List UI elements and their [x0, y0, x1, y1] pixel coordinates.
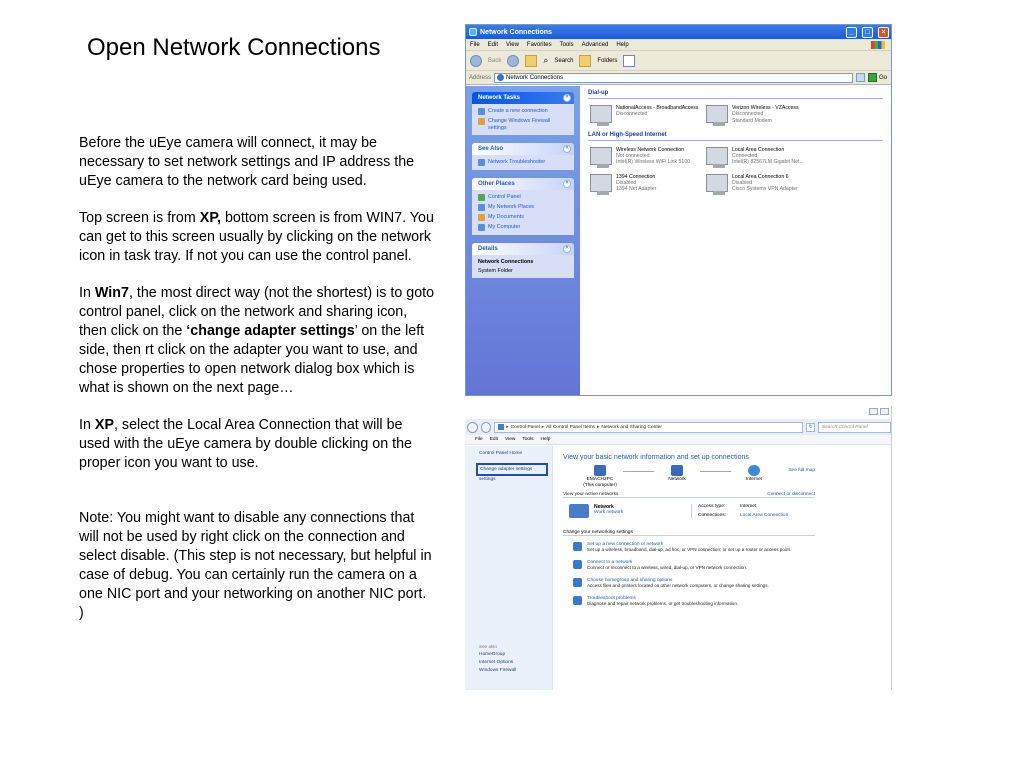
task-label: Create a new connection	[488, 108, 548, 114]
refresh-icon[interactable]: ↻	[806, 423, 815, 432]
xp-toolbar	[466, 51, 891, 71]
connection-item[interactable]	[706, 147, 822, 166]
maximize-button[interactable]	[880, 408, 889, 415]
connect-network-icon	[573, 560, 582, 569]
menu-edit[interactable]: Edit	[489, 437, 499, 442]
homegroup-icon	[573, 578, 582, 587]
chevron-right-icon: ▸	[541, 424, 545, 430]
lan-connections	[588, 141, 883, 199]
dialup-connection-icon	[706, 105, 728, 123]
network-icon	[671, 465, 683, 476]
minimize-button[interactable]	[869, 408, 878, 415]
w7-body	[465, 446, 891, 690]
emphasis: ‘change adapter settings	[186, 323, 355, 339]
breadcrumb-all-items[interactable]: All Control Panel Items	[546, 424, 595, 430]
control-panel-icon	[478, 194, 485, 201]
text: Top screen is from	[79, 210, 200, 226]
menu-tools[interactable]: Tools	[522, 437, 534, 442]
task-title-link[interactable]: Set up a new connection or network	[587, 542, 664, 547]
map-link-line	[623, 471, 654, 472]
task-label: My Computer	[488, 224, 521, 230]
search-input[interactable]: Search Control Panel	[818, 422, 891, 433]
connect-disconnect-link[interactable]: Connect or disconnect	[767, 492, 815, 497]
new-connection-icon	[573, 542, 582, 551]
text: In	[79, 417, 95, 433]
dialup-connection-icon	[590, 105, 612, 123]
address-dropdown-button[interactable]	[856, 73, 865, 82]
troubleshoot-icon	[573, 596, 582, 605]
menu-advanced[interactable]: Advanced	[581, 41, 609, 48]
w7-sidebar	[465, 446, 553, 690]
place-my-network-places[interactable]	[478, 204, 568, 211]
panel-title: Other Places	[478, 181, 515, 187]
help-icon	[478, 159, 485, 166]
w7-menubar	[465, 435, 891, 445]
paragraph-win7	[79, 284, 435, 398]
change-settings-header: Change your networking settings	[563, 530, 815, 536]
network-name: Network	[594, 504, 614, 510]
text: , the most direct way (not the shortest) is to goto control panel, click on the network and sharing icon, then click on the	[79, 285, 435, 339]
map-node-internet	[731, 465, 777, 482]
xp-titlebar	[466, 25, 891, 39]
active-network	[563, 504, 815, 518]
network-tasks-header[interactable]	[472, 92, 574, 104]
page-heading: View your basic network information and set up connections	[563, 454, 749, 461]
task-label: Network Troubleshooter	[488, 159, 546, 165]
connection-name: Wireless Network Connection	[616, 146, 685, 153]
change-adapter-settings-highlight	[476, 463, 548, 476]
task-description: Access files and printers located on other network computers, or change sharing settings.	[587, 583, 769, 588]
place-control-panel[interactable]	[478, 194, 568, 201]
task-description: Connect or reconnect to a wireless, wired, dial-up, or VPN network connection.	[587, 565, 748, 570]
active-network-info	[563, 504, 691, 518]
section-title: View your active networks	[563, 492, 619, 497]
search-button[interactable]: Search	[554, 57, 574, 64]
connection-device: Intel(R) 82567LM Gigabit Net...	[732, 159, 804, 166]
homegroup-link[interactable]: HomeGroup	[479, 652, 506, 657]
connection-device: Intel(R) Wireless WiFi Link 5100	[616, 159, 691, 166]
see-also-panel	[472, 143, 574, 170]
win7-network-sharing-center-window	[465, 406, 892, 690]
text: In	[79, 285, 95, 301]
map-node-computer	[577, 465, 623, 488]
back-label[interactable]: Back	[488, 57, 502, 64]
change-adapter-settings-link[interactable]: Change adapter settings	[480, 467, 533, 472]
see-full-map-link[interactable]: See full map	[788, 468, 815, 473]
network-tasks-panel	[472, 92, 574, 135]
group-header-dialup: Dial-up	[588, 90, 883, 99]
task-label: Change Windows Firewall settings	[488, 118, 551, 131]
xp-menubar	[466, 39, 891, 51]
task-network-troubleshooter[interactable]	[478, 159, 568, 166]
computer-icon	[478, 224, 485, 231]
lan-connection-icon	[590, 174, 612, 192]
list-item[interactable]	[573, 596, 881, 606]
connection-item[interactable]	[590, 147, 706, 166]
connection-name: 1394 Connection	[616, 173, 656, 180]
connection-name: NationalAccess - BroadbandAccess	[616, 105, 699, 111]
connection-status: Not connected	[616, 153, 650, 160]
emphasis: XP,	[199, 210, 221, 226]
map-link-line	[700, 471, 731, 472]
text: bottom screen is from WIN7. You can get to this screen usually by clicking on the network icon in task tray. If not you can use the control panel.	[79, 210, 434, 264]
menu-view[interactable]: View	[506, 41, 519, 48]
w7-main-content	[553, 446, 891, 690]
go-label: Go	[878, 74, 887, 81]
local-area-connection-link[interactable]: Local Area Connection	[740, 512, 789, 518]
go-arrow-icon	[868, 73, 877, 82]
xp-address-bar	[466, 71, 891, 85]
task-label: My Network Places	[488, 204, 535, 210]
paragraph-note: Note: You might want to disable any connections that will not be used by right click on the connection and select disable. (This step is not necessary, but helpful in case of debug. You can certainly run the camera on a one NIC port and your networking on another NIC port. )	[79, 510, 432, 621]
folders-icon[interactable]	[579, 55, 591, 67]
breadcrumb-control-panel[interactable]: Control Panel	[510, 424, 540, 430]
task-title-link[interactable]: Troubleshoot problems	[587, 596, 636, 601]
forward-icon[interactable]	[507, 55, 519, 67]
panel-title: Network Tasks	[478, 95, 520, 101]
address-label: Address	[469, 74, 492, 81]
connection-item[interactable]	[706, 105, 822, 124]
access-type-label: Access type:	[698, 504, 726, 509]
back-icon[interactable]	[467, 422, 478, 433]
network-places-icon	[478, 204, 485, 211]
menu-file[interactable]: File	[475, 437, 483, 442]
slide-title: Open Network Connections	[87, 34, 381, 61]
place-my-computer[interactable]	[478, 224, 568, 231]
connection-status: Connected	[732, 153, 758, 160]
list-item[interactable]	[573, 578, 881, 588]
maximize-button[interactable]: □	[862, 27, 873, 38]
connection-item[interactable]	[590, 174, 706, 193]
menu-edit[interactable]: Edit	[487, 41, 499, 48]
collapse-chevron-icon[interactable]: ^	[563, 145, 571, 153]
task-label: Control Panel	[488, 194, 521, 200]
windows-firewall-link[interactable]: Windows Firewall	[479, 668, 517, 673]
body-text	[79, 134, 435, 641]
paragraph-intro: Before the uEye camera will connect, it may be necessary to set network settings and IP address the uEye camera to the network card being used.	[79, 135, 415, 189]
network-map	[577, 465, 777, 488]
task-description: Diagnose and repair network problems, or get troubleshooting information.	[587, 601, 739, 606]
w7-navigation-bar	[465, 419, 891, 435]
firewall-icon	[478, 118, 485, 125]
connection-name: Local Area Connection	[732, 146, 785, 153]
work-network-icon	[569, 504, 589, 518]
task-title-link[interactable]: Choose homegroup and sharing options	[587, 578, 673, 583]
connection-item[interactable]	[590, 105, 706, 124]
w7-window-controls	[465, 406, 891, 419]
w7-see-also	[479, 644, 516, 673]
breadcrumb[interactable]	[494, 422, 803, 433]
new-connection-icon	[478, 108, 485, 115]
search-icon[interactable]: ⌕	[543, 55, 549, 65]
connection-device: 1394 Net Adapter	[616, 186, 657, 193]
connections-label: Connections:	[698, 512, 726, 518]
connection-item[interactable]	[706, 174, 822, 193]
see-also-heading: See also	[479, 644, 497, 649]
breadcrumb-network-sharing-center[interactable]: Network and Sharing Center	[601, 424, 662, 430]
list-item[interactable]	[573, 560, 881, 570]
documents-folder-icon	[478, 214, 485, 221]
menu-file[interactable]: File	[470, 41, 480, 48]
network-icon	[469, 28, 477, 36]
xp-connections-list	[580, 86, 891, 395]
panel-title: Details	[478, 246, 498, 252]
menu-help[interactable]: Help	[540, 437, 551, 442]
connection-name: Local Area Connection 6	[732, 173, 789, 180]
list-item[interactable]	[573, 542, 881, 552]
network-type-link[interactable]: Work network	[594, 510, 624, 515]
details-panel	[472, 243, 574, 278]
panel-title: See Also	[478, 146, 504, 152]
chevron-right-icon: ▸	[506, 424, 509, 430]
wireless-connection-icon	[590, 147, 612, 165]
connection-status: Disconnected	[732, 111, 764, 118]
internet-options-link[interactable]: Internet Options	[479, 660, 514, 665]
details-name: Network Connections	[478, 259, 534, 265]
chevron-right-icon: ▸	[596, 424, 600, 430]
active-network-details	[691, 504, 815, 518]
xp-body	[466, 86, 891, 395]
node-label: Network	[668, 477, 686, 482]
node-sublabel: (This computer)	[583, 483, 617, 488]
xp-window-title: Network Connections	[480, 28, 552, 36]
close-button[interactable]: ×	[878, 27, 889, 38]
forward-icon[interactable]	[481, 422, 492, 433]
dialup-connections	[588, 99, 883, 130]
back-icon[interactable]	[470, 55, 482, 67]
collapse-chevron-icon[interactable]: ^	[563, 180, 571, 188]
task-label: My Documents	[488, 214, 524, 220]
paragraph-screens	[79, 209, 435, 266]
collapse-chevron-icon[interactable]: ^	[563, 94, 571, 102]
task-create-connection[interactable]	[478, 108, 568, 115]
details-sub: System Folder	[478, 268, 513, 274]
globe-icon	[748, 465, 760, 476]
menu-tools[interactable]: Tools	[559, 41, 574, 48]
menu-view[interactable]: View	[505, 437, 516, 442]
node-label: EMACH2PC	[586, 477, 614, 482]
menu-favorites[interactable]: Favorites	[526, 41, 552, 48]
place-my-documents[interactable]	[478, 214, 568, 221]
minimize-button[interactable]: _	[846, 27, 857, 38]
control-panel-home-link[interactable]: Control Panel Home	[479, 451, 523, 456]
xp-task-pane	[466, 86, 580, 395]
see-also-header[interactable]	[472, 143, 574, 155]
computer-icon	[594, 465, 606, 476]
address-input[interactable]	[494, 73, 853, 83]
active-networks-header	[563, 492, 815, 498]
connection-status: Disconnected	[616, 111, 648, 118]
connection-device: Standard Modem	[732, 117, 772, 124]
emphasis: XP	[94, 417, 114, 433]
xp-network-connections-window	[465, 24, 892, 396]
emphasis: Win7	[94, 285, 129, 301]
other-places-panel	[472, 178, 574, 235]
connection-name: Verizon Wireless - VZAccess	[732, 105, 799, 111]
task-title-link[interactable]: Connect to a network	[587, 560, 633, 565]
address-value: Network Connections	[506, 74, 564, 81]
connection-status: Disabled	[616, 180, 637, 187]
lan-connection-icon	[706, 174, 728, 192]
map-node-network	[654, 465, 700, 482]
folders-button[interactable]: Folders	[597, 57, 618, 64]
group-header-lan: LAN or High-Speed Internet	[588, 132, 883, 141]
other-places-header[interactable]	[472, 178, 574, 190]
network-connections-icon	[497, 74, 504, 81]
collapse-chevron-icon[interactable]: ^	[563, 245, 571, 253]
details-header[interactable]	[472, 243, 574, 255]
task-description: Set up a wireless, broadband, dial-up, ad hoc, or VPN connection; or set up a router or access point.	[587, 547, 792, 552]
up-folder-icon[interactable]	[525, 55, 537, 67]
menu-help[interactable]: Help	[616, 41, 629, 48]
text: ’ on the left side, then rt click on the adapter you want to use, and chose properties to open network dialog box which is what is shown on the next page…	[79, 323, 425, 396]
lan-connection-icon	[706, 147, 728, 165]
text: , select the Local Area Connection that will be used with the uEye camera by double clicking on the proper icon you want to use.	[79, 417, 412, 471]
views-icon[interactable]	[623, 55, 635, 67]
go-button[interactable]	[868, 73, 887, 82]
node-label: Internet	[745, 477, 763, 482]
windows-flag-icon	[871, 41, 885, 49]
access-type-value: Internet	[740, 504, 757, 509]
paragraph-xp	[79, 416, 435, 473]
connection-status: Disabled	[732, 180, 753, 187]
settings-task-list	[563, 542, 881, 606]
task-change-firewall[interactable]	[478, 118, 568, 131]
advanced-sharing-settings-link[interactable]: settings	[479, 477, 496, 482]
connection-device: Cisco Systems VPN Adapter	[732, 186, 798, 193]
control-panel-icon	[498, 424, 504, 430]
